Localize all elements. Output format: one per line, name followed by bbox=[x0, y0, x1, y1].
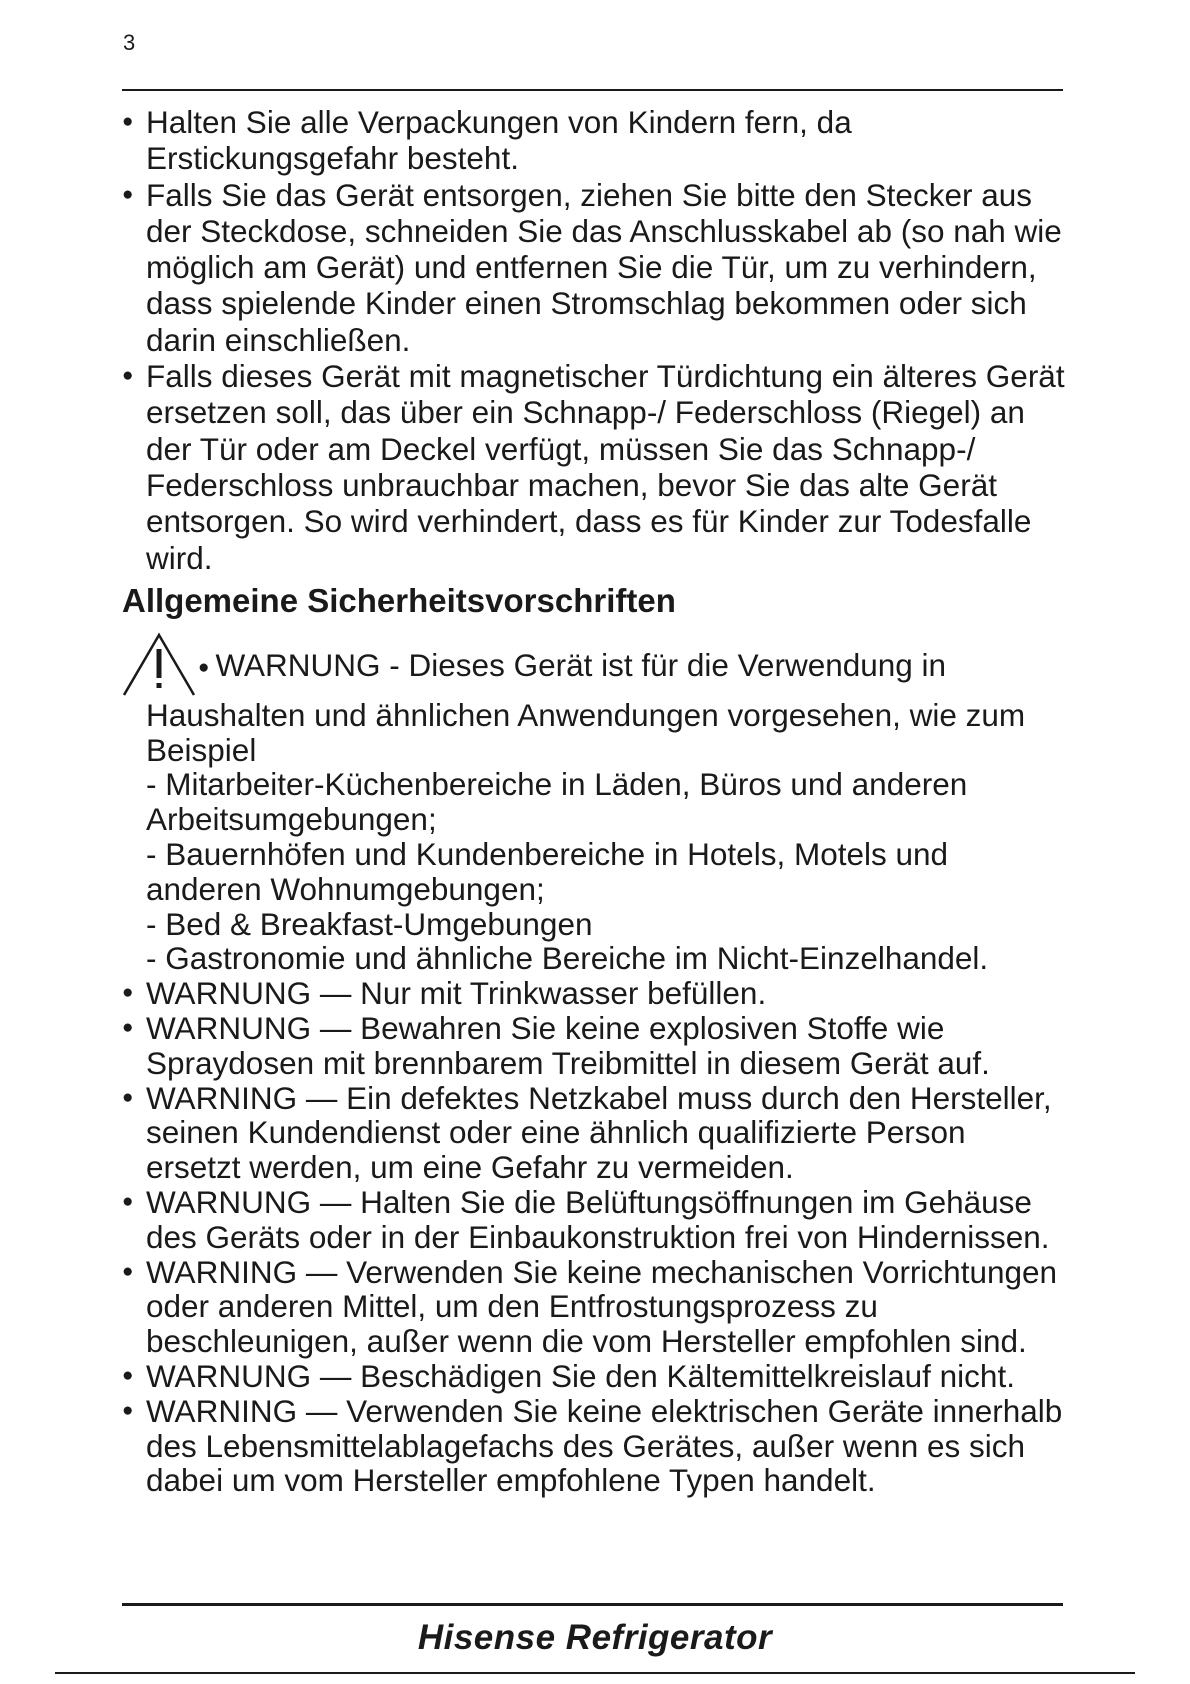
list-item: ● Falls Sie das Gerät entsorgen, ziehen Sie bitte den Stecker aus der Steckdose, schneiden Sie das Anschlusskabel ab (so nah wie möglich am Gerät) und entfernen Sie die Tür, um zu verhindern, dass spielende Kinder einen Stromschlag bekommen oder sich darin einschließen. bbox=[122, 177, 1067, 358]
list-item: ● Halten Sie alle Verpackungen von Kindern fern, da Erstickungsgefahr besteht. bbox=[122, 104, 1067, 177]
footer-brand: Hisense Refrigerator bbox=[417, 1618, 773, 1657]
section-heading: Allgemeine Sicherheitsvorschriften bbox=[122, 581, 676, 619]
bullet-icon: ● bbox=[198, 656, 210, 678]
page-content bbox=[122, 104, 1067, 1498]
list-item: ● WARNING — Ein defektes Netzkabel muss durch den Hersteller, seinen Kundendienst oder eine ähnlich qualifizierte Person ersetzt werden, um eine Gefahr zu vermeiden. bbox=[122, 1081, 1067, 1185]
footer-divider bbox=[122, 1603, 1063, 1606]
intro-bullet-list bbox=[122, 104, 1067, 576]
usage-example: - Bauernhöfen und Kundenbereiche in Hotels, Motels und anderen Wohnumgebungen; bbox=[146, 836, 949, 907]
page-bottom-rule bbox=[55, 1672, 1135, 1674]
list-item: ● WARNING — Verwenden Sie keine mechanischen Vorrichtungen oder anderen Mittel, um den Entfrostungsprozess zu beschleunigen, außer wenn die vom Hersteller empfohlen sind. bbox=[122, 1255, 1067, 1359]
header-divider bbox=[122, 89, 1063, 91]
usage-warning-block bbox=[122, 632, 1067, 976]
usage-warning-lead-line bbox=[122, 632, 1067, 698]
usage-warning-lead: WARNUNG - Dieses Gerät ist für die Verwendung in bbox=[215, 646, 947, 683]
list-item: ● WARNUNG — Bewahren Sie keine explosiven Stoffe wie Spraydosen mit brennbarem Treibmittel in diesem Gerät auf. bbox=[122, 1011, 1067, 1081]
list-item: ● WARNUNG — Nur mit Trinkwasser befüllen. bbox=[122, 976, 1067, 1011]
list-item: ● WARNUNG — Halten Sie die Belüftungsöffnungen im Gehäuse des Geräts oder in der Einbaukonstruktion frei von Hindernissen. bbox=[122, 1185, 1067, 1255]
list-item: ● WARNING — Verwenden Sie keine elektrischen Geräte innerhalb des Lebensmittelablagefachs des Gerätes, außer wenn es sich dabei um vom Hersteller empfohlene Typen handelt. bbox=[122, 1394, 1067, 1498]
usage-example: - Bed & Breakfast-Umgebungen bbox=[146, 905, 593, 942]
list-item: ● WARNUNG — Beschädigen Sie den Kältemittelkreislauf nicht. bbox=[122, 1359, 1067, 1394]
list-item: ● Falls dieses Gerät mit magnetischer Türdichtung ein älteres Gerät ersetzen soll, das über ein Schnapp-/ Federschloss (Riegel) an der Tür oder am Deckel verfügt, müssen Sie das Schnapp-/ Federschloss unbrauchbar machen, bevor Sie das alte Gerät entsorgen. So wird verhindert, dass es für Kinder zur Todesfalle wird. bbox=[122, 358, 1067, 576]
usage-example: - Gastronomie und ähnliche Bereiche im Nicht-Einzelhandel. bbox=[146, 940, 989, 977]
warning-bullet-list bbox=[122, 976, 1067, 1498]
page-number: 3 bbox=[123, 30, 136, 55]
warning-triangle-icon bbox=[122, 632, 198, 698]
usage-example: - Mitarbeiter-Küchenbereiche in Läden, Büros und anderen Arbeitsumgebungen; bbox=[146, 766, 968, 838]
usage-warning-continuation: Haushalten und ähnlichen Anwendungen vorgesehen, wie zum Beispiel bbox=[146, 696, 1026, 768]
